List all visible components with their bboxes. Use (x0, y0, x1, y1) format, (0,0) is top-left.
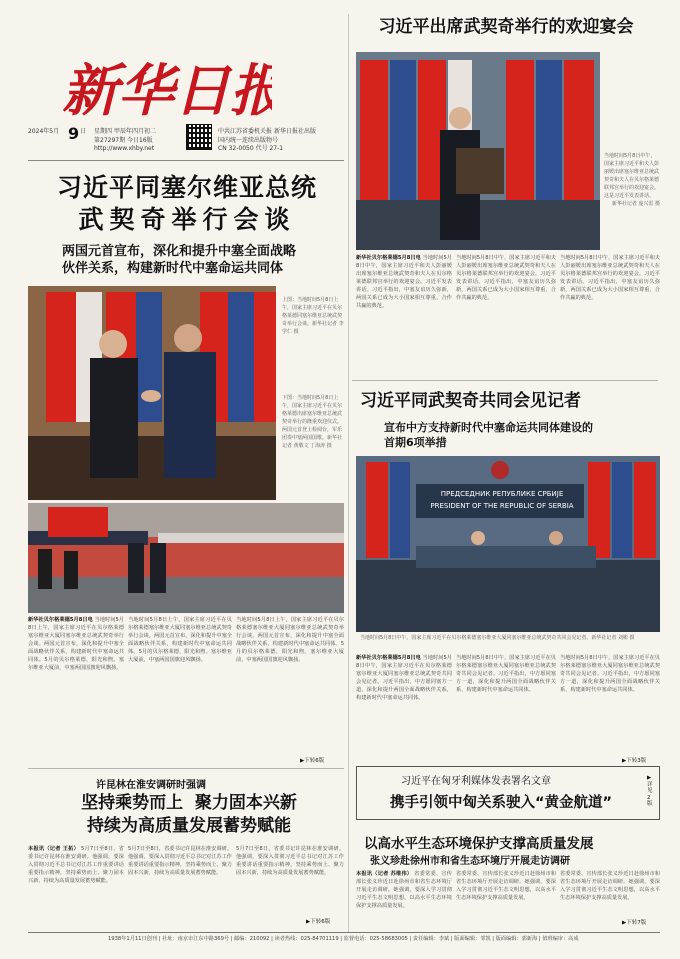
masthead-logo (62, 40, 272, 130)
lead-photo-handshake (28, 286, 276, 500)
third-body-col1 (28, 845, 124, 925)
eco-subhead: 张义珍赴徐州市和省生态环境厅开展走访调研 (370, 856, 570, 867)
press-subhead-line1: 宣布中方支持新时代中塞命运共同体建设的 (384, 421, 593, 434)
divider-lead (28, 768, 344, 769)
divider-banquet (352, 380, 658, 381)
press-body-col3 (560, 654, 660, 754)
lead-body-col1 (28, 616, 124, 764)
footer-postcode: 邮编：210092 (234, 936, 270, 942)
press-headline: 习近平同武契奇共同会见记者 (360, 391, 581, 411)
website-url: http://www.xhby.net (94, 145, 155, 153)
eco-body: 省委常委、宣传部长张义珍近日赴徐州市和省生态环境厅开展走访调研。她强调，要深入学习贯彻习近平生态文明思想，以高水平生态环境保护支撑高质量发展。 (356, 871, 452, 910)
serial-code-label: 国内统一连续出版物号 (218, 136, 279, 144)
press-body: 当地时间5月8日中午，国家主席习近平在贝尔格莱德塞尔维亚大厦同塞尔维亚总统武契奇共同会见记者。习近平指出，中方愿同塞方一道，深化和提升两国全面战略伙伴关系，构建新时代中塞命运共同体。 (356, 655, 452, 702)
lead-subhead-line2: 伙伴关系，构建新时代中塞命运共同体 (62, 261, 284, 276)
commentary-box (356, 766, 660, 820)
issue-day: 9 (68, 124, 80, 143)
banquet-caption-text: 当地时间5月8日中午，国家主席习近平和夫人彭丽媛出席塞尔维亚总统武契奇和夫人在贝尔格莱德联邦宫举行的欢迎宴会。这是习近平发表讲话。 (604, 153, 660, 199)
banquet-headline: 习近平出席武契奇举行的欢迎宴会 (378, 17, 634, 37)
eco-byline: 本报讯（记者 苏维伟） (356, 871, 413, 877)
footer-monitor: 监督电话：025-58683005 (343, 936, 408, 942)
press-conference-photo (356, 456, 660, 632)
lunar-date: 甲辰年四月初二 (113, 128, 156, 135)
lead-headline (28, 172, 346, 236)
press-subhead (384, 420, 664, 450)
issue-year: 2024年5月 (28, 128, 60, 135)
banquet-photo-credit: 新华社记者 庞兴雷 摄 (611, 201, 660, 207)
banquet-body-col3 (560, 254, 660, 308)
third-body-col3 (236, 845, 344, 917)
lead-photo-ceremony (28, 503, 344, 613)
issue-number: 第27297期 (94, 136, 126, 144)
eco-body-cont2: 省委常委、宣传部长张义珍近日赴徐州市和省生态环境厅开展走访调研。她强调，要深入学习贯彻习近平生态文明思想，以高水平生态环境保护支撑高质量发展。 (560, 871, 660, 902)
footer-photo-editor: 版面编辑：郭新海 (495, 936, 538, 942)
footer-proof: 值班编审：高成 (542, 936, 579, 942)
commentary-side-link[interactable]: ▶详见2版 (647, 775, 653, 807)
press-body-col2 (456, 654, 556, 762)
column-divider (348, 14, 349, 932)
press-subhead-line2: 首期6项举措 (384, 436, 447, 449)
lead-photo-caption-bottom: 下图：当地时间5月8日上午，国家主席习近平在贝尔格莱德出席塞尔维亚总统武契奇举行的隆重欢迎仪式。两国元首登上检阅台，军乐团奏中塞两国国歌。新华社记者 黄敬文 丁海涛 摄 (282, 395, 343, 449)
eco-body-col3 (560, 870, 660, 918)
logo-text: 新华日报 (62, 58, 272, 124)
third-body-col2 (128, 845, 232, 925)
press-continue-link[interactable]: ▶下转3版 (622, 758, 647, 764)
footer-address: 社址：南京市江东中路369号 (162, 936, 230, 942)
third-continue-link[interactable]: ▶下转6版 (306, 919, 331, 925)
third-body-cont2: 5月7日至8日，省委书记许昆林在淮安调研。他强调，要深入贯彻习近平总书记对江苏工作重要讲话重要指示精神，坚持乘势而上、聚力固本兴新，持续为高质量发展蓄势赋能。 (236, 846, 344, 877)
lead-dateline: 新华社贝尔格莱德5月8日电 (28, 617, 93, 623)
footer-divider (28, 932, 660, 933)
commentary-headline: 携手引领中匈关系驶入“黄金航道” (389, 795, 613, 811)
weekday: 星期四 (94, 128, 113, 135)
press-photo-caption: 当地时间5月8日中午，国家主席习近平在贝尔格莱德塞尔维亚大厦同塞尔维亚总统武契奇共同会见记者。新华社记者 刘彬 摄 (360, 635, 635, 641)
lead-body-col2 (128, 616, 232, 764)
eco-body-cont: 省委常委、宣传部长张义珍近日赴徐州市和省生态环境厅开展走访调研。她强调，要深入学习贯彻习近平生态文明思想，以高水平生态环境保护支撑高质量发展。 (456, 871, 556, 902)
eco-body-col1 (356, 870, 452, 926)
lead-subhead-line1: 两国元首宣布，深化和提升中塞全面战略 (62, 244, 297, 259)
press-banner-line1: ПРЕДСЕДНИК РЕПУБЛИКЕ СРБИЈЕ (440, 490, 564, 498)
press-body-cont: 当地时间5月8日中午，国家主席习近平在贝尔格莱德塞尔维亚大厦同塞尔维亚总统武契奇共同会见记者。习近平指出，中方愿同塞方一道，深化和提升两国全面战略伙伴关系，构建新时代中塞命运共同体。 (456, 655, 556, 694)
third-byline: 本报讯（记者 王拓） (28, 846, 80, 852)
issue-day-suffix: 日 (80, 128, 87, 135)
footer-duty-editor: 责任编辑：李斌 (412, 936, 450, 942)
mail-code: 代号 27-1 (255, 145, 284, 153)
page-count: 今日16版 (127, 136, 153, 144)
footer: 1938年1月11日创刊 | 社址：南京市江东中路369号 | 邮编：210092 | 读者热线：025-84701119 | 监督电话：025-58683005 | 责任编辑：李斌 | 版面编辑：邹凯 | 版面编辑：郭新海 | 值班编审：高成 (108, 936, 579, 942)
press-banner (418, 488, 586, 512)
lead-body-col3 (236, 616, 344, 756)
press-body-cont2: 当地时间5月8日中午，国家主席习近平在贝尔格莱德塞尔维亚大厦同塞尔维亚总统武契奇共同会见记者。习近平指出，中方愿同塞方一道，深化和提升两国全面战略伙伴关系，构建新时代中塞命运共同体。 (560, 655, 660, 694)
lead-continue-link[interactable]: ▶下转6版 (300, 758, 325, 764)
masthead-meta (28, 124, 348, 153)
third-kicker: 许昆林在淮安调研时强调 (96, 780, 206, 791)
banquet-body-col1 (356, 254, 452, 374)
third-headline (34, 792, 344, 838)
footer-layout-editor: 版面编辑：邹凯 (454, 936, 491, 942)
third-body: 5月7日至8日，省委书记许昆林在淮安调研。他强调，要深入贯彻习近平总书记对江苏工作重要讲话重要指示精神，坚持乘势而上、聚力固本兴新，持续为高质量发展蓄势赋能。 (28, 846, 124, 885)
banquet-photo (356, 52, 600, 250)
lead-subhead (62, 243, 352, 277)
footer-founded: 1938年1月11日创刊 (108, 936, 158, 942)
lead-headline-line1: 习近平同塞尔维亚总统 (56, 173, 317, 202)
publisher: 中共江苏省委机关报 (218, 128, 273, 135)
parent-org: 新华日报社出版 (273, 128, 316, 135)
press-dateline: 新华社贝尔格莱德5月8日电 (356, 655, 421, 661)
lead-body-cont: 当地时间5月8日上午，国家主席习近平在贝尔格莱德塞尔维亚大厦同塞尔维亚总统武契奇举行会谈。两国元首宣布，深化和提升中塞全面战略伙伴关系，构建新时代中塞命运共同体。5月的贝尔格莱德，阳光和煦。塞尔维亚大厦前，中塞两国国旗迎风飘扬。 (128, 617, 232, 664)
eco-headline: 以高水平生态环境保护支撑高质量发展 (364, 836, 594, 852)
lead-body-cont2: 当地时间5月8日上午，国家主席习近平在贝尔格莱德塞尔维亚大厦同塞尔维亚总统武契奇举行会谈。两国元首宣布，深化和提升中塞全面战略伙伴关系，构建新时代中塞命运共同体。5月的贝尔格莱德，阳光和煦。塞尔维亚大厦前，中塞两国国旗迎风飘扬。 (236, 617, 344, 664)
qr-code-icon (186, 124, 212, 150)
cn-number: CN 32-0050 (218, 145, 254, 153)
lead-headline-line2: 武契奇举行会谈 (78, 205, 296, 234)
banquet-body-cont: 当地时间5月8日中午，国家主席习近平和夫人彭丽媛出席塞尔维亚总统武契奇和夫人在贝尔格莱德联邦宫举行的欢迎宴会。习近平发表讲话。习近平指出，中塞友谊历久弥新，两国关系已成为大小国家相互尊重、合作共赢的典范。 (456, 255, 556, 302)
banquet-body: 当地时间5月8日中午，国家主席习近平和夫人彭丽媛出席塞尔维亚总统武契奇和夫人在贝尔格莱德联邦宫举行的欢迎宴会。习近平发表讲话。习近平指出，中塞友谊历久弥新，两国关系已成为大小国家相互尊重、合作共赢的典范。 (356, 255, 452, 310)
lead-photo-caption-top: 上图：当地时间5月8日上午，国家主席习近平在贝尔格莱德同塞尔维亚总统武契奇举行会谈。新华社记者 李学仁 摄 (282, 297, 344, 335)
commentary-kicker: 习近平在匈牙利媒体发表署名文章 (401, 776, 551, 787)
eco-continue-link[interactable]: ▶下转7版 (622, 920, 647, 926)
banquet-dateline: 新华社贝尔格莱德5月8日电 (356, 255, 421, 261)
third-body-cont: 5月7日至8日，省委书记许昆林在淮安调研。他强调，要深入贯彻习近平总书记对江苏工作重要讲话重要指示精神，坚持乘势而上、聚力固本兴新，持续为高质量发展蓄势赋能。 (128, 846, 232, 877)
press-body-col1 (356, 654, 452, 762)
lead-body: 当地时间5月8日上午，国家主席习近平在贝尔格莱德塞尔维亚大厦同塞尔维亚总统武契奇举行会谈。两国元首宣布，深化和提升中塞全面战略伙伴关系，构建新时代中塞命运共同体。5月的贝尔格莱德，阳光和煦。塞尔维亚大厦前，中塞两国国旗迎风飘扬。 (28, 617, 124, 672)
press-banner-line2: PRESIDENT OF THE REPUBLIC OF SERBIA (430, 502, 574, 510)
third-headline-line2: 持续为高质量发展蓄势赋能 (87, 816, 291, 836)
banquet-body-cont2: 当地时间5月8日中午，国家主席习近平和夫人彭丽媛出席塞尔维亚总统武契奇和夫人在贝尔格莱德联邦宫举行的欢迎宴会。习近平发表讲话。习近平指出，中塞友谊历久弥新，两国关系已成为大小国家相互尊重、合作共赢的典范。 (560, 255, 660, 302)
eco-body-col2 (456, 870, 556, 926)
banquet-body-col2 (456, 254, 556, 374)
banquet-photo-caption (604, 152, 660, 248)
masthead-divider (28, 160, 344, 161)
footer-phone: 读者热线：025-84701119 (274, 936, 339, 942)
third-headline-line1: 坚持乘势而上 聚力固本兴新 (81, 793, 297, 813)
